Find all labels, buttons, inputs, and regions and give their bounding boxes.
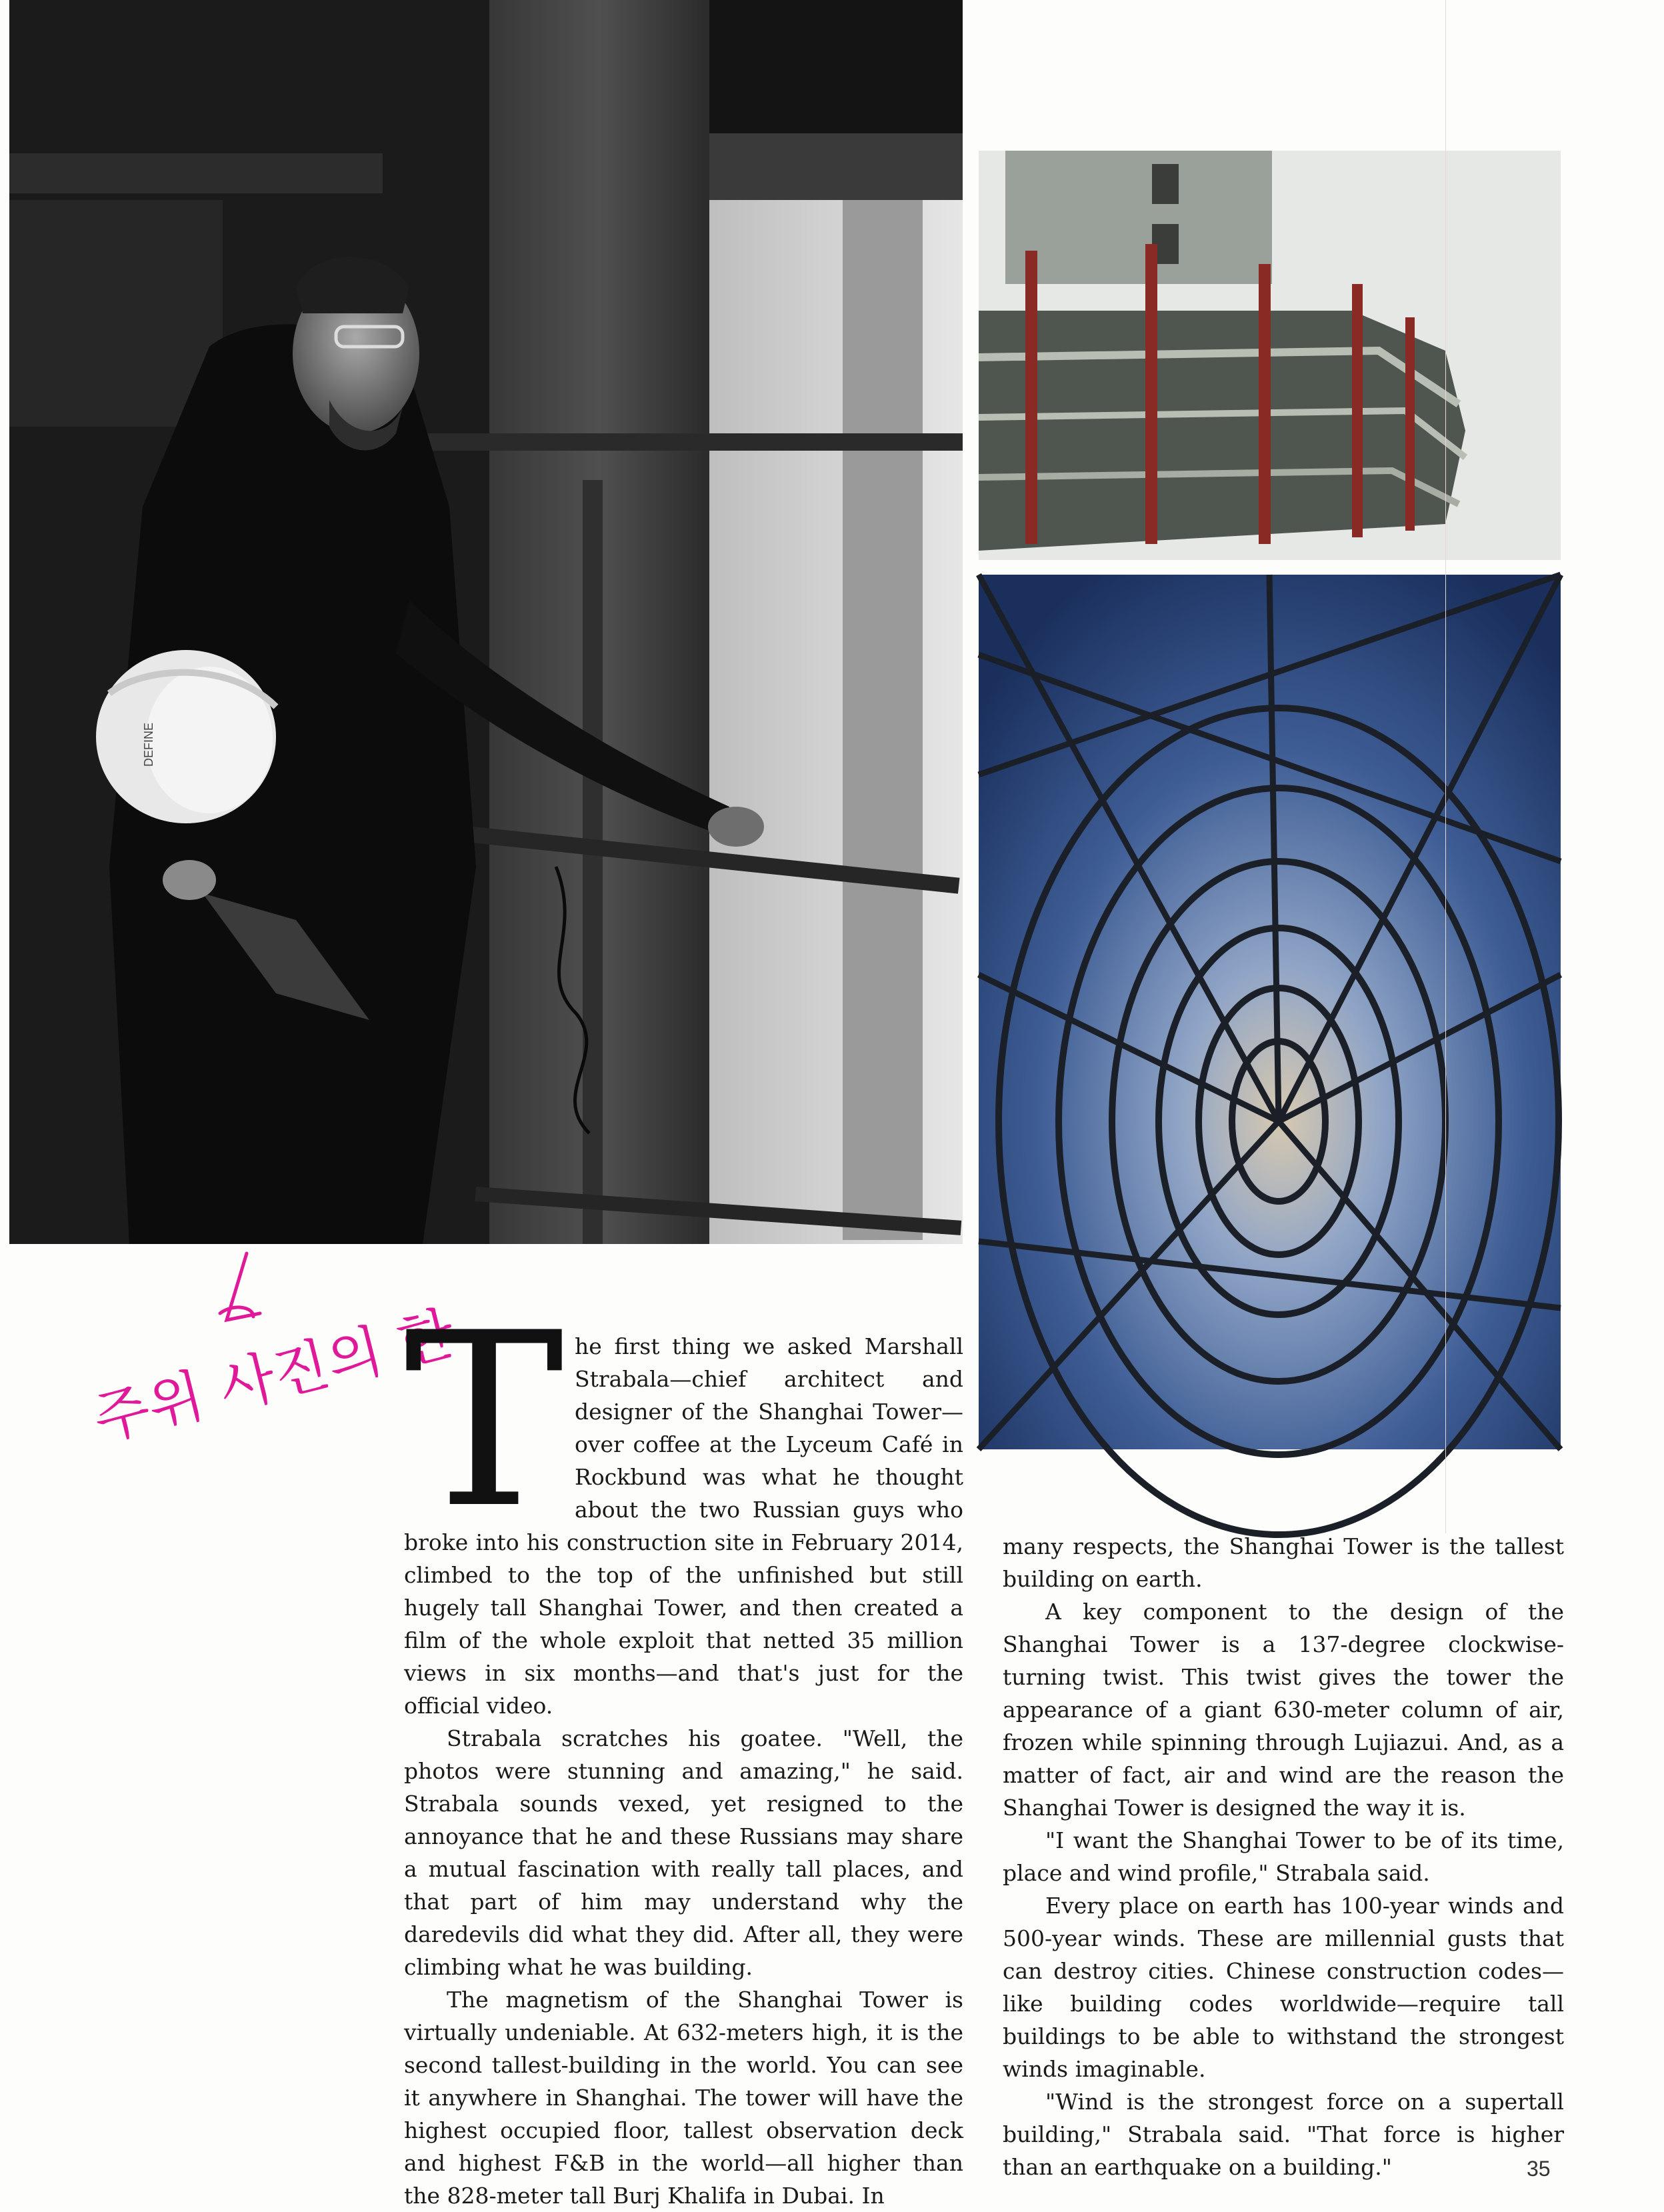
photo-glass-atrium xyxy=(979,575,1561,1449)
handwritten-annotation xyxy=(87,1240,461,1547)
handwritten-note: 주위 사진의 한 xyxy=(87,1299,461,1454)
page-number: 35 xyxy=(1527,2157,1551,2181)
article-paragraph: many respects, the Shanghai Tower is the tallest building on earth. xyxy=(1003,1533,1564,1592)
article-paragraph: Every place on earth has 100-year winds and 500-year winds. These are millennial gusts that can destroy cities. Chinese construction codes—like building codes worldwide—require tall buildings to be able to withstand the strongest winds imaginable. xyxy=(1003,1893,1564,2082)
article-paragraph: The magnetism of the Shanghai Tower is virtually undeniable. At 632-meters high, it is the second tallest-building in the world. You can see it anywhere in Shanghai. The tower will have the highest occupied floor, tallest observation deck and highest F&B in the world—all higher than the 828-meter tall Burj Khalifa in Dubai. In xyxy=(404,1987,963,2209)
photo-architect-portrait xyxy=(9,0,963,1244)
helmet-logo: DEFINE xyxy=(142,722,155,767)
article-paragraph: A key component to the design of the Shanghai Tower is a 137-degree clockwise-turning twist. This twist gives the tower the appearance of a giant 630-meter column of air, frozen while spinning through Lujiazui. And, as a matter of fact, air and wind are the reason the Shanghai Tower is designed the way it is. xyxy=(1003,1599,1564,1821)
article-paragraph: Strabala scratches his goatee. "Well, the photos were stunning and amazing," he said. Strabala sounds vexed, yet resigned to the annoyance that he and these Russians may share a mutual fascination with really tall places, and that part of him may understand why the daredevils did what they did. After all, they were climbing what he was building. xyxy=(404,1725,963,1980)
photo-tower-construction xyxy=(979,151,1561,560)
article-paragraph: "Wind is the strongest force on a supertall building," Strabala said. "That force is higher than an earthquake on a building." xyxy=(1003,2089,1564,2180)
page-fold-line xyxy=(1445,0,1446,1533)
drop-cap: T xyxy=(404,1281,565,1561)
article-column-right xyxy=(1003,1530,1564,2183)
article-paragraph: "I want the Shanghai Tower to be of its time, place and wind profile," Strabala said. xyxy=(1003,1827,1564,1886)
article-column-left xyxy=(404,1281,963,2212)
article-paragraph: he first thing we asked Marshall Strabala—chief architect and designer of the Shanghai Tower—over coffee at the Lyceum Café in Rockbund was what he thought about the two Russian guys who broke into his construction site in February 2014, climbed to the top of the unfinished but still hugely tall Shanghai Tower, and then created a film of the whole exploit that netted 35 million views in six months—and that's just for the official video. xyxy=(404,1333,963,1719)
